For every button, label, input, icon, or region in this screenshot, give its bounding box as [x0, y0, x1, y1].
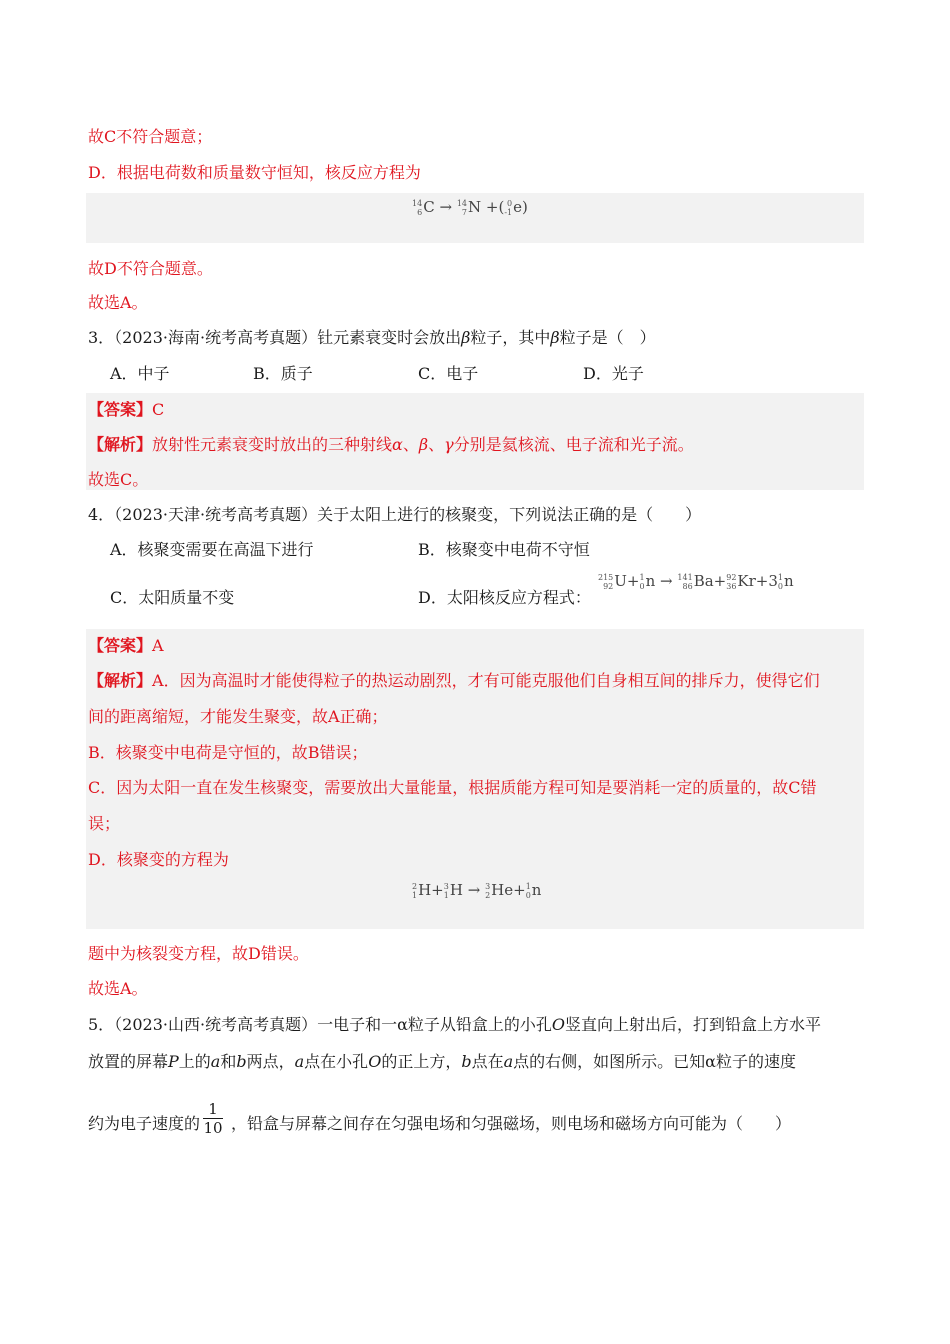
q3-option-c: C．电子 [418, 364, 479, 383]
q4-analysis-line-5: 误； [88, 814, 121, 833]
text-d-conclusion: 故D不符合题意。 [88, 259, 213, 278]
q4-option-d-equation: 215 92 U+ 1 0 n → 141 86 Ba+ 92 36 Kr+3 1 0 n [598, 572, 794, 591]
q4-analysis-line-6: D．核聚变的方程为 [88, 850, 229, 869]
question-5-line-2: 放置的屏幕P上的a和b两点，a点在小孔O的正上方，b点在a点的右侧，如图所示。已知α粒子的速度 [88, 1052, 796, 1071]
q3-option-d: D．光子 [583, 364, 644, 383]
equation-box-1 [86, 193, 864, 243]
q4-analysis-line-3: B．核聚变中电荷是守恒的，故B错误； [88, 743, 368, 762]
q4-analysis-line-2: 间的距离缩短，才能发生聚变，故A正确； [88, 707, 388, 726]
q4-option-b: B．核聚变中电荷不守恒 [418, 540, 590, 559]
q4-choose: 故选A。 [88, 979, 148, 998]
fraction-one-tenth: 1 10 [203, 1100, 223, 1137]
question-5-line-3-pre: 约为电子速度的 [88, 1114, 201, 1133]
text-choose-1: 故选A。 [88, 293, 148, 312]
q4-analysis-line-7: 题中为核裂变方程，故D错误。 [88, 944, 309, 963]
q3-option-b: B．质子 [253, 364, 313, 383]
q4-answer: 【答案】A [88, 636, 164, 655]
question-3-stem: 3．（2023·海南·统考高考真题）钍元素衰变时会放出β粒子，其中β粒子是（ ） [88, 328, 656, 347]
q4-analysis-line-1: 【解析】A．因为高温时才能使得粒子的热运动剧烈，才有可能克服他们自身相互间的排斥力，使得它们 [88, 671, 820, 690]
q3-analysis: 【解析】放射性元素衰变时放出的三种射线α、β、γ分别是氦核流、电子流和光子流。 [88, 435, 694, 454]
q4-option-a: A．核聚变需要在高温下进行 [110, 540, 314, 559]
fusion-equation: 2 1 H+ 3 1 H → 3 2 He+ 1 0 n [412, 881, 542, 900]
q4-analysis-line-4: C．因为太阳一直在发生核聚变，需要放出大量能量，根据质能方程可知是要消耗一定的质量的，故C错 [88, 778, 817, 797]
equation-beta-decay: 14 6 C → 14 7 N +( 0 -1 e) [412, 198, 528, 217]
text-d-intro: D．根据电荷数和质量数守恒知，核反应方程为 [88, 163, 421, 182]
question-5-line-3-post: ，铅盒与屏幕之间存在匀强电场和匀强磁场，则电场和磁场方向可能为（ ） [231, 1114, 792, 1133]
question-5-line-1: 5．（2023·山西·统考高考真题）一电子和一α粒子从铅盒上的小孔O竖直向上射出后，打到铅盒上方水平 [88, 1015, 822, 1034]
q3-option-a: A．中子 [110, 364, 170, 383]
q4-option-c: C．太阳质量不变 [110, 588, 235, 607]
q3-choose: 故选C。 [88, 470, 149, 489]
text-c-conclusion: 故C不符合题意； [88, 127, 213, 146]
q4-option-d: D．太阳核反应方程式： [418, 588, 591, 607]
q3-answer: 【答案】C [88, 400, 165, 419]
question-4-stem: 4．（2023·天津·统考高考真题）关于太阳上进行的核聚变，下列说法正确的是（ ） [88, 505, 702, 524]
